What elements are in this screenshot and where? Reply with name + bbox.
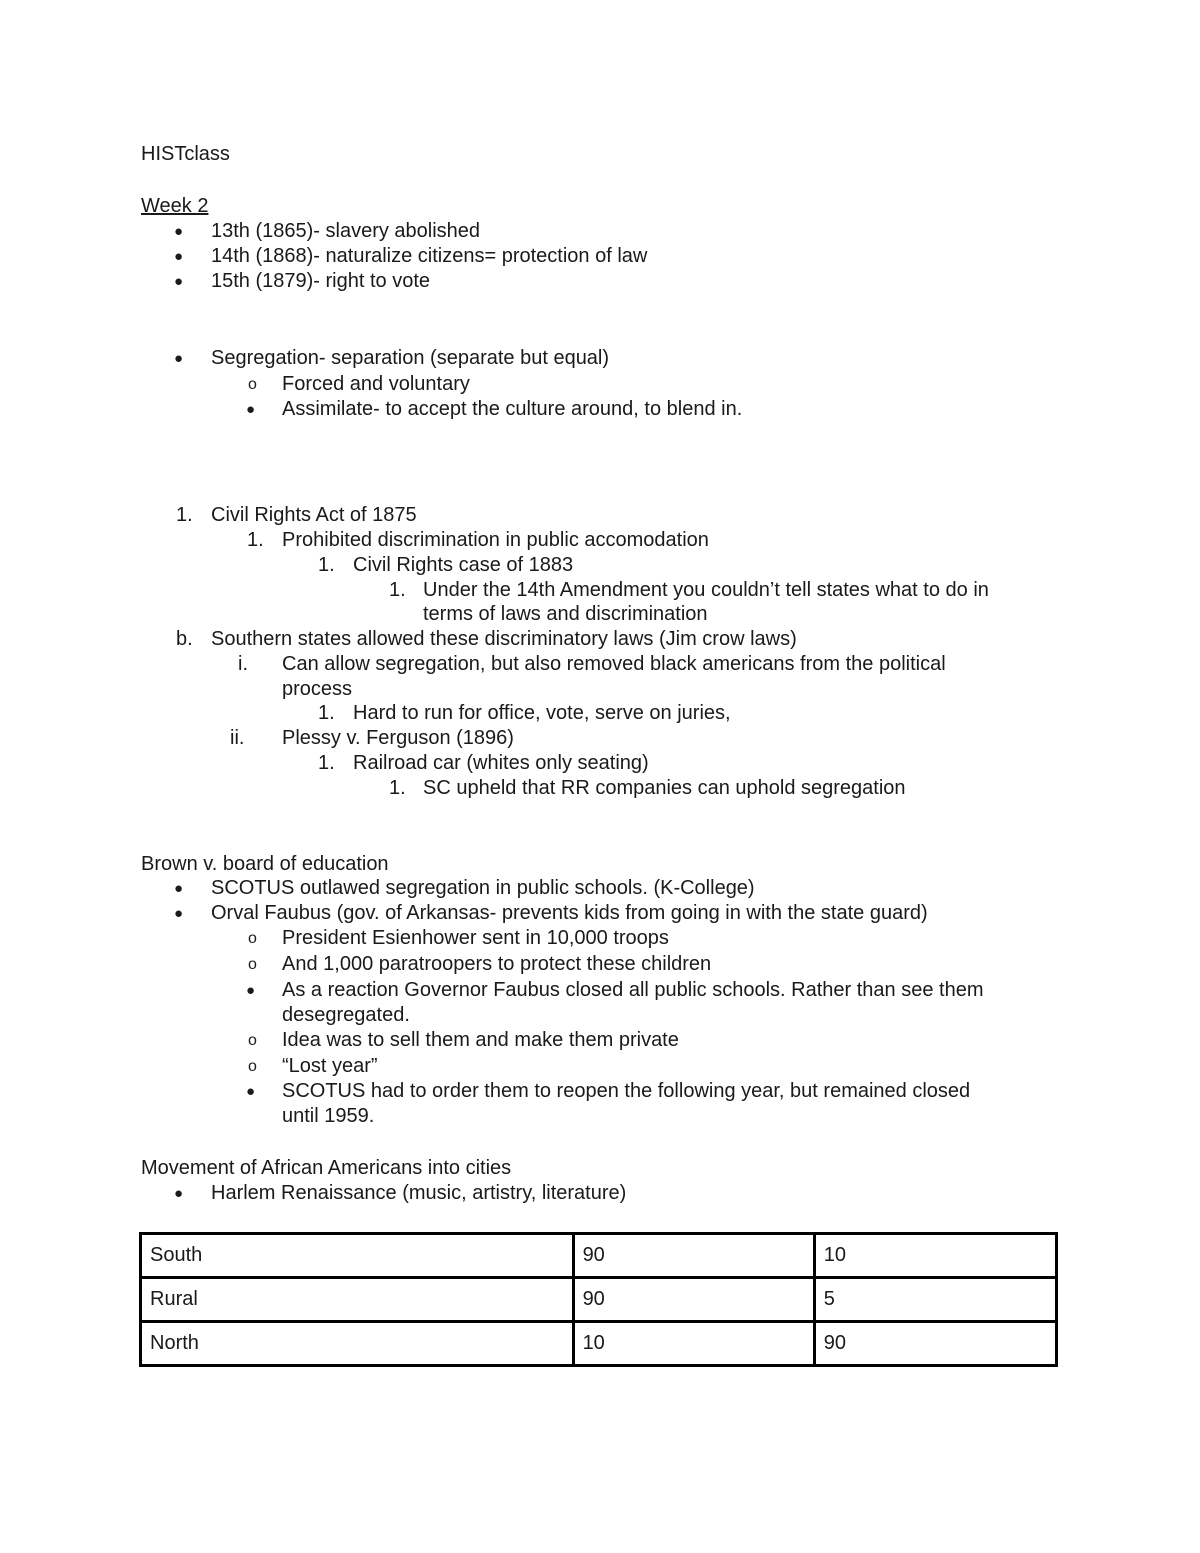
table-cell: South — [141, 1234, 574, 1278]
bullet-marker: ● — [174, 1185, 184, 1202]
number-marker: 1. — [318, 554, 335, 576]
list-item-civil-rights-case: Civil Rights case of 1883 — [353, 554, 574, 576]
bullet-marker: ● — [174, 273, 184, 290]
table-cell: 5 — [814, 1278, 1056, 1322]
list-item-faubus-closed: As a reaction Governor Faubus closed all public schools. Rather than see them — [282, 979, 984, 1001]
circle-marker: o — [248, 376, 257, 393]
roman-marker: i. — [238, 653, 248, 675]
list-item-eisenhower: President Esienhower sent in 10,000 troops — [282, 927, 669, 949]
list-item-civil-rights-act: Civil Rights Act of 1875 — [211, 504, 417, 526]
list-item-harlem: Harlem Renaissance (music, artistry, literature) — [211, 1182, 627, 1204]
list-item-allow-segregation: Can allow segregation, but also removed black americans from the political — [282, 653, 946, 675]
circle-marker: o — [248, 1032, 257, 1049]
list-item-prohibited-discrimination: Prohibited discrimination in public accomodation — [282, 529, 709, 551]
table-row — [141, 1234, 1057, 1278]
table-row — [141, 1278, 1057, 1322]
list-item-sell-private: Idea was to sell them and make them private — [282, 1029, 679, 1051]
table-cell: 10 — [814, 1234, 1056, 1278]
bullet-marker: ● — [174, 880, 184, 897]
bullet-marker: ● — [174, 350, 184, 367]
list-item-allow-segregation-cont: process — [282, 678, 353, 700]
section-heading-movement: Movement of African Americans into cities — [141, 1157, 512, 1179]
list-item-scotus-reopen: SCOTUS had to order them to reopen the following year, but remained closed — [282, 1080, 971, 1102]
number-marker: 1. — [247, 529, 264, 551]
list-item-railroad-car: Railroad car (whites only seating) — [353, 752, 649, 774]
list-item-scotus-reopen-cont: until 1959. — [282, 1105, 375, 1127]
list-item-amendment-15: 15th (1879)- right to vote — [211, 270, 431, 292]
bullet-marker: ● — [246, 401, 256, 418]
table-cell: 90 — [573, 1234, 814, 1278]
list-item-segregation: Segregation- separation (separate but equal) — [211, 347, 610, 369]
list-item-scotus-outlawed: SCOTUS outlawed segregation in public schools. (K-College) — [211, 877, 755, 899]
circle-marker: o — [248, 1058, 257, 1075]
list-item-orval-faubus: Orval Faubus (gov. of Arkansas- prevents kids from going in with the state guard) — [211, 902, 928, 924]
table-cell: 90 — [814, 1322, 1056, 1366]
bullet-marker: ● — [174, 248, 184, 265]
bullet-marker: ● — [246, 1083, 256, 1100]
list-item-sc-upheld: SC upheld that RR companies can uphold segregation — [423, 777, 906, 799]
table-row — [141, 1322, 1057, 1366]
number-marker: 1. — [318, 702, 335, 724]
table-cell: 10 — [573, 1322, 814, 1366]
list-item-amendment-13: 13th (1865)- slavery abolished — [211, 220, 481, 242]
circle-marker: o — [248, 956, 257, 973]
list-item-amendment-14: 14th (1868)- naturalize citizens= protection of law — [211, 245, 648, 267]
list-item-assimilate: Assimilate- to accept the culture around, to blend in. — [282, 398, 743, 420]
bullet-marker: ● — [174, 905, 184, 922]
table-cell: North — [141, 1322, 574, 1366]
letter-marker: b. — [176, 628, 193, 650]
bullet-marker: ● — [246, 982, 256, 999]
table-cell: Rural — [141, 1278, 574, 1322]
section-heading-brown: Brown v. board of education — [141, 853, 389, 875]
number-marker: 1. — [318, 752, 335, 774]
week-heading: Week 2 — [141, 195, 209, 217]
document-title: HISTclass — [141, 143, 230, 165]
number-marker: 1. — [389, 777, 406, 799]
number-marker: 1. — [389, 579, 406, 601]
list-item-forced-voluntary: Forced and voluntary — [282, 373, 470, 395]
table-cell: 90 — [573, 1278, 814, 1322]
roman-marker: ii. — [230, 727, 245, 749]
list-item-plessy: Plessy v. Ferguson (1896) — [282, 727, 514, 749]
bullet-marker: ● — [174, 223, 184, 240]
list-item-southern-states: Southern states allowed these discriminatory laws (Jim crow laws) — [211, 628, 797, 650]
number-marker: 1. — [176, 504, 193, 526]
data-table — [139, 1232, 1058, 1367]
list-item-lost-year: “Lost year” — [282, 1055, 378, 1077]
list-item-paratroopers: And 1,000 paratroopers to protect these children — [282, 953, 712, 975]
list-item-14th-amendment: Under the 14th Amendment you couldn’t tell states what to do in — [423, 579, 989, 601]
list-item-hard-to-run: Hard to run for office, vote, serve on juries, — [353, 702, 731, 724]
circle-marker: o — [248, 930, 257, 947]
list-item-faubus-closed-cont: desegregated. — [282, 1004, 410, 1026]
list-item-14th-amendment-cont: terms of laws and discrimination — [423, 603, 708, 625]
